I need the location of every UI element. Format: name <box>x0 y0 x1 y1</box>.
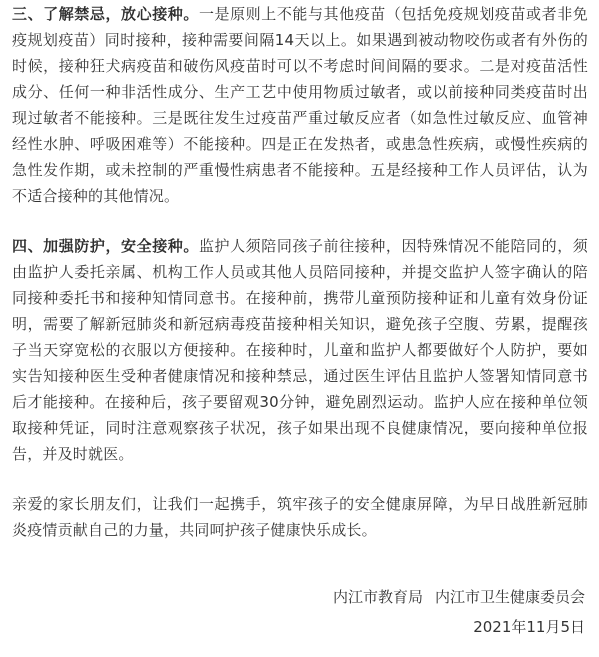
article-body <box>12 0 588 543</box>
section-4-heading: 四、加强防护，安全接种。 <box>12 237 199 255</box>
signature-org-health: 内江市卫生健康委员会 <box>434 588 585 606</box>
closing-paragraph: 亲爱的家长朋友们，让我们一起携手，筑牢孩子的安全健康屏障，为早日战胜新冠肺炎疫情贡献自己的力量，共同呵护孩子健康快乐成长。 <box>12 495 588 539</box>
signature-block <box>333 582 585 642</box>
signature-date: 2021年11月5日 <box>473 618 585 636</box>
section-3-text: 一是原则上不能与其他疫苗（包括免疫规划疫苗或者非免疫规划疫苗）同时接种，接种需要间隔14天以上。如果遇到被动物咬伤或者有外伤的时候，接种狂犬病疫苗和破伤风疫苗时可以不考虑时间间隔的要求。二是对疫苗活性成分、任何一种非活性成分、生产工艺中使用物质过敏者，或以前接种同类疫苗时出现过敏者不能接种。三是既往发生过疫苗严重过敏反应者（如急性过敏反应、血管神经性水肿、呼吸困难等）不能接种。四是正在发热者，或患急性疾病，或慢性疾病的急性发作期，或未控制的严重慢性病患者不能接种。五是经接种工作人员评估，认为不适合接种的其他情况。 <box>12 5 588 205</box>
signature-orgs <box>333 582 585 612</box>
signature-org-education: 内江市教育局 <box>332 588 423 606</box>
section-4-paragraph <box>12 233 588 467</box>
section-3-paragraph <box>12 0 588 209</box>
section-3-heading: 三、了解禁忌，放心接种。 <box>12 5 199 23</box>
section-4-text: 监护人须陪同孩子前往接种，因特殊情况不能陪同的，须由监护人委托亲属、机构工作人员或其他人员陪同接种，并提交监护人签字确认的陪同接种委托书和接种知情同意书。在接种前，携带儿童预防接种证和儿童有效身份证明，需要了解新冠肺炎和新冠病毒疫苗接种相关知识，避免孩子空腹、劳累，提醒孩子当天穿宽松的衣服以方便接种。在接种时，儿童和监护人都要做好个人防护，要如实告知接种医生受种者健康情况和接种禁忌，通过医生评估且监护人签署知情同意书后才能接种。在接种后，孩子要留观30分钟，避免剧烈运动。监护人应在接种单位领取接种凭证，同时注意观察孩子状况，孩子如果出现不良健康情况，要向接种单位报告，并及时就医。 <box>12 237 588 463</box>
